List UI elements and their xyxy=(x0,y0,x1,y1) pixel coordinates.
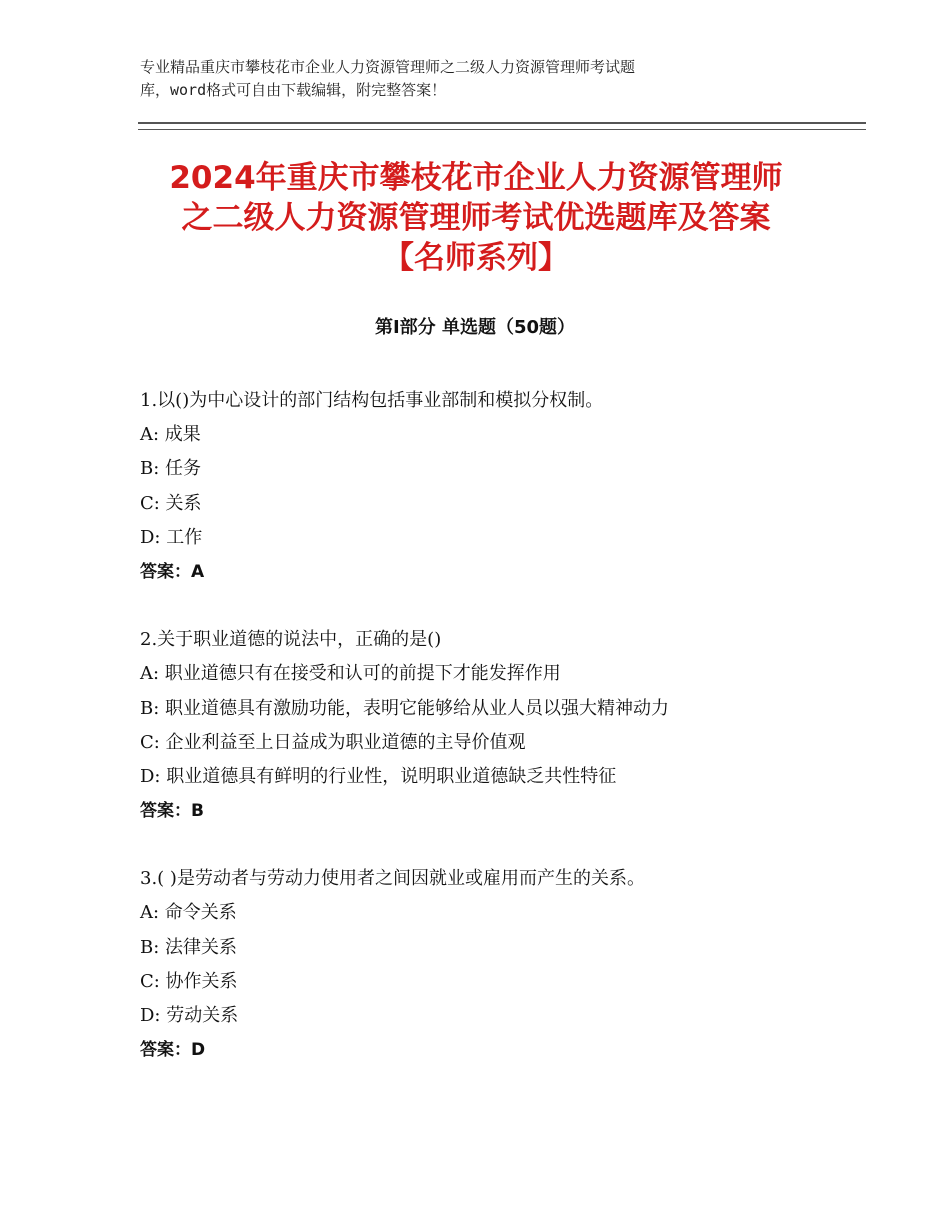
question-1 xyxy=(140,384,840,589)
option-b: B: 法律关系 xyxy=(140,936,238,958)
option-c: C: 企业利益至上日益成为职业道德的主导价值观 xyxy=(140,731,526,753)
option-b: B: 职业道德具有激励功能，表明它能够给从业人员以强大精神动力 xyxy=(140,697,670,719)
option-d: D: 职业道德具有鲜明的行业性，说明职业道德缺乏共性特征 xyxy=(140,765,617,787)
option-a: A: 命令关系 xyxy=(140,902,237,924)
question-list xyxy=(140,384,840,1101)
header-divider xyxy=(138,122,866,130)
section-heading: 第Ⅰ部分 单选题（50题） xyxy=(374,317,575,338)
option-d: D: 工作 xyxy=(140,526,203,548)
option-b: B: 任务 xyxy=(140,458,202,480)
answer: 答案：A xyxy=(140,561,205,582)
document-title xyxy=(120,158,832,278)
title-line-2: 之二级人力资源管理师考试优选题库及答案 xyxy=(181,200,771,236)
title-line-3: 【名师系列】 xyxy=(383,240,569,276)
title-line-1: 2024年重庆市攀枝花市企业人力资源管理师 xyxy=(169,160,783,196)
question-text: 1.以()为中心设计的部门结构包括事业部制和模拟分权制。 xyxy=(140,390,604,411)
answer: 答案：B xyxy=(140,801,204,822)
question-2 xyxy=(140,623,840,828)
answer: 答案：D xyxy=(140,1040,206,1061)
question-3 xyxy=(140,862,840,1067)
question-text: 2.关于职业道德的说法中，正确的是() xyxy=(140,629,442,651)
header-line-2: 库，word格式可自由下载编辑，附完整答案！ xyxy=(140,81,447,99)
option-a: A: 成果 xyxy=(140,424,201,446)
header-line-1: 专业精品重庆市攀枝花市企业人力资源管理师之二级人力资源管理师考试题 xyxy=(140,58,636,76)
question-text: 3.( )是劳动者与劳动力使用者之间因就业或雇用而产生的关系。 xyxy=(140,868,645,890)
option-c: C: 关系 xyxy=(140,492,202,514)
option-d: D: 劳动关系 xyxy=(140,1005,239,1026)
option-c: C: 协作关系 xyxy=(140,970,238,992)
page-header xyxy=(140,56,780,102)
option-a: A: 职业道德只有在接受和认可的前提下才能发挥作用 xyxy=(140,663,561,685)
